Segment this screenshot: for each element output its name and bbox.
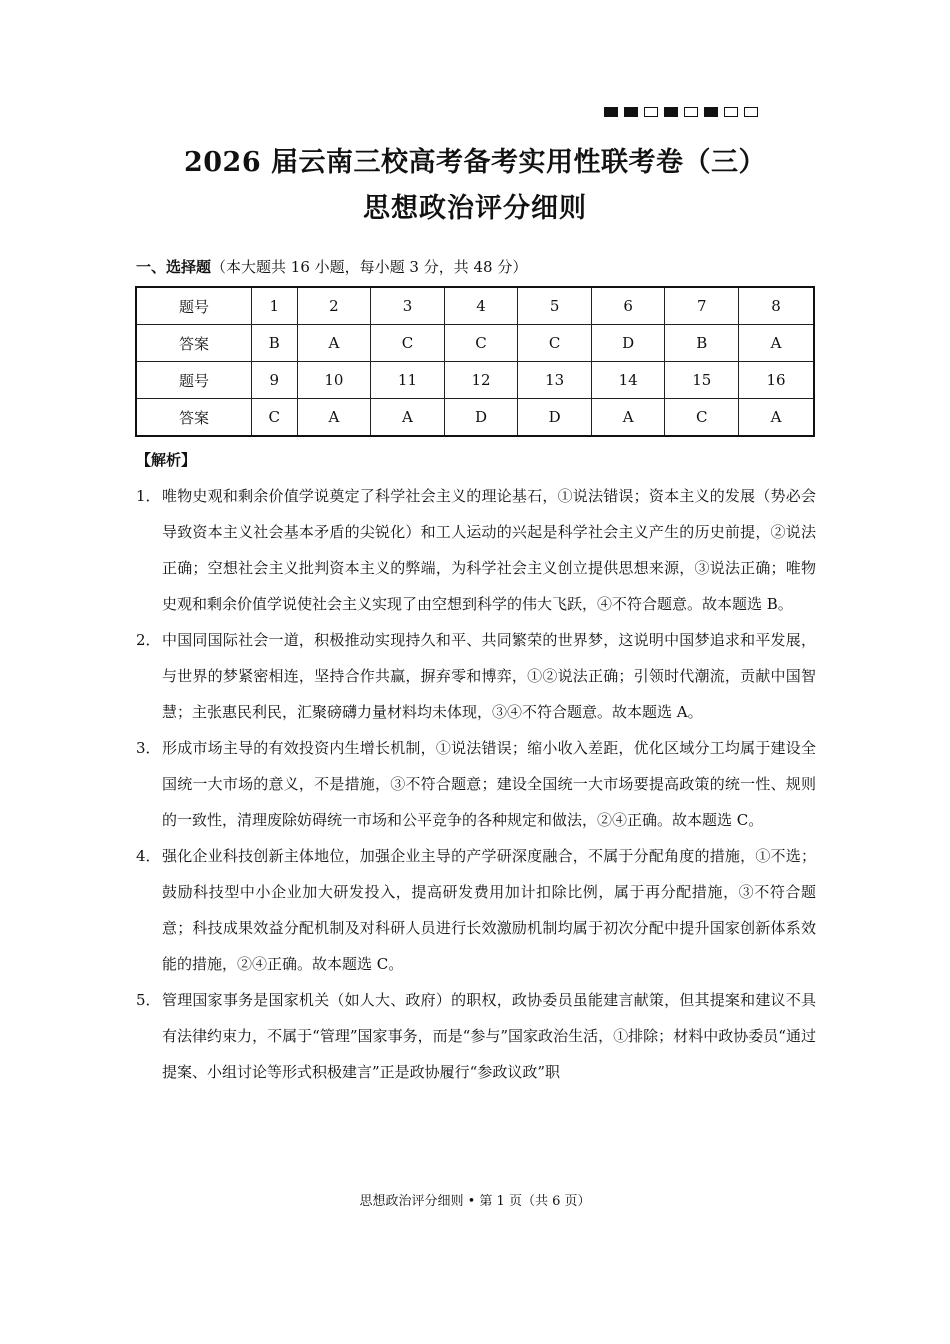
table-cell: C [444,325,518,362]
marker-square [624,107,638,117]
analysis-item [136,622,816,730]
item-number: 1． [136,487,161,505]
page-footer: 思想政治评分细则 • 第 1 页（共 6 页） [359,1194,591,1209]
table-cell: A [297,325,371,362]
marker-square [644,107,658,117]
item-text: 唯物史观和剩余价值学说奠定了科学社会主义的理论基石，①说法错误；资本主义的发展（势必会导致资本主义社会基本矛盾的尖锐化）和工人运动的兴起是科学社会主义产生的历史前提，②说法正确；空想社会主义批判资本主义的弊端，为科学社会主义创立提供思想来源，③说法正确；唯物史观和剩余价值学说使社会主义实现了由空想到科学的伟大飞跃，④不符合题意。故本题选 B。 [162,487,816,613]
document-title: 2026 届云南三校高考备考实用性联考卷（三） [183,147,767,178]
table-cell: 1 [251,287,297,325]
marker-square [664,107,678,117]
item-text: 强化企业科技创新主体地位，加强企业主导的产学研深度融合，不属于分配角度的措施，①不选；鼓励科技型中小企业加大研发投入，提高研发费用加计扣除比例，属于再分配措施，③不符合题意；科技成果效益分配机制及对科研人员进行长效激励机制均属于初次分配中提升国家创新体系效能的措施，②④正确。故本题选 C。 [162,847,816,973]
table-cell: A [739,399,814,437]
table-cell: D [444,399,518,437]
table-row [136,325,814,362]
item-number: 2． [136,631,161,649]
table-cell: 2 [297,287,371,325]
document-subtitle: 思想政治评分细则 [363,193,587,224]
table-cell: C [371,325,445,362]
table-row-header: 答案 [136,325,251,362]
item-number: 5． [136,991,161,1009]
table-row [136,399,814,437]
table-cell: 14 [591,362,665,399]
table-row-header: 答案 [136,399,251,437]
item-text: 管理国家事务是国家机关（如人大、政府）的职权，政协委员虽能建言献策，但其提案和建议不具有法律约束力，不属于“管理”国家事务，而是“参与”国家政治生活，①排除；材料中政协委员“通过提案、小组讨论等形式积极建言”正是政协履行“参政议政”职 [162,991,816,1081]
analysis-item [136,478,816,622]
analysis-label: 【解析】 [136,451,197,469]
answer-table [135,286,815,437]
section-heading [136,256,527,277]
table-cell: 11 [371,362,445,399]
table-cell: 3 [371,287,445,325]
marker-square [724,107,738,117]
table-cell: D [591,325,665,362]
table-row [136,287,814,325]
table-cell: 6 [591,287,665,325]
table-cell: C [518,325,592,362]
table-cell: C [665,399,739,437]
item-text: 形成市场主导的有效投资内生增长机制，①说法错误；缩小收入差距，优化区域分工均属于建设全国统一大市场的意义，不是措施，③不符合题意；建设全国统一大市场要提高政策的统一性、规则的一致性，清理废除妨碍统一市场和公平竞争的各种规定和做法，②④正确。故本题选 C。 [162,739,816,829]
marker-square [604,107,618,117]
section-heading-label: 一、选择题 [136,258,212,276]
analysis-item [136,730,816,838]
section-heading-note: （本大题共 16 小题，每小题 3 分，共 48 分） [211,258,528,276]
table-cell: B [251,325,297,362]
table-cell: A [739,325,814,362]
marker-square [684,107,698,117]
table-cell: A [297,399,371,437]
table-cell: 5 [518,287,592,325]
table-cell: 8 [739,287,814,325]
page-marker-squares [604,107,758,117]
table-cell: C [251,399,297,437]
table-cell: 12 [444,362,518,399]
item-text: 中国同国际社会一道，积极推动实现持久和平、共同繁荣的世界梦，这说明中国梦追求和平发展，与世界的梦紧密相连，坚持合作共赢，摒弃零和博弈，①②说法正确；引领时代潮流，贡献中国智慧；主张惠民利民，汇聚磅礴力量材料均未体现，③④不符合题意。故本题选 A。 [162,631,816,721]
table-cell: 9 [251,362,297,399]
table-cell: 13 [518,362,592,399]
analysis-item [136,982,816,1090]
table-cell: A [591,399,665,437]
table-row-header: 题号 [136,287,251,325]
table-cell: 15 [665,362,739,399]
table-cell: 16 [739,362,814,399]
table-cell: A [371,399,445,437]
table-row-header: 题号 [136,362,251,399]
marker-square [744,107,758,117]
item-number: 3． [136,739,161,757]
table-cell: B [665,325,739,362]
marker-square [704,107,718,117]
analysis-list [136,478,816,1090]
table-cell: 7 [665,287,739,325]
item-number: 4． [136,847,161,865]
analysis-item [136,838,816,982]
table-cell: D [518,399,592,437]
table-cell: 10 [297,362,371,399]
table-cell: 4 [444,287,518,325]
table-row [136,362,814,399]
